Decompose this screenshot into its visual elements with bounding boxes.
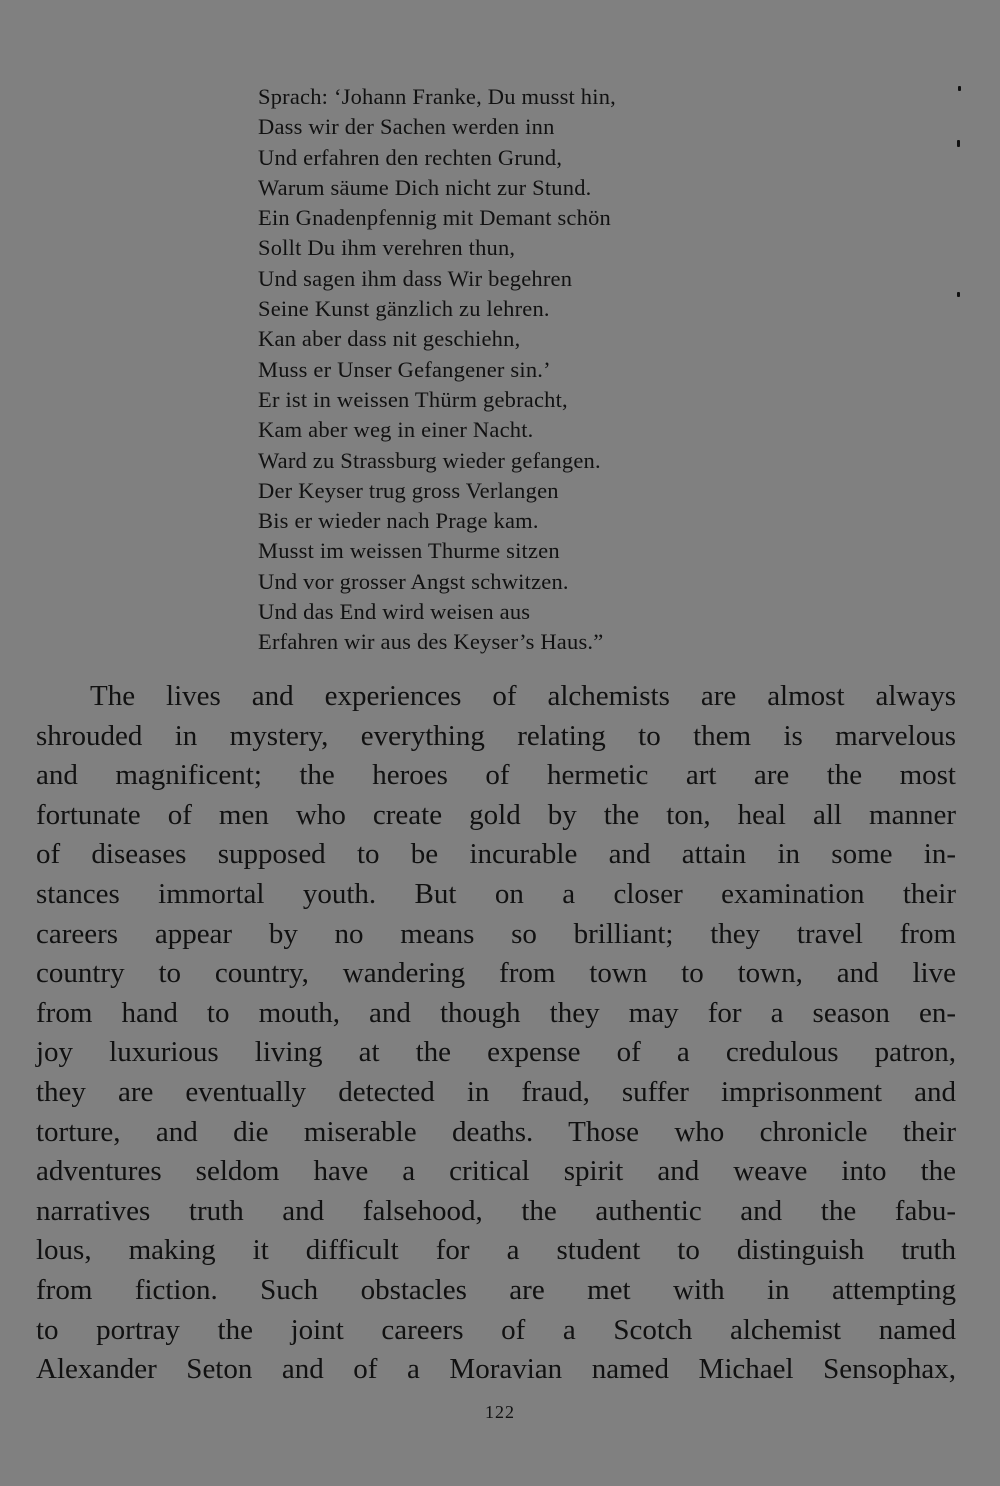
- verse-line: Bis er wieder nach Prage kam.: [258, 508, 539, 534]
- paragraph-line: country to country, wandering from town to town, and live: [36, 957, 956, 990]
- verse-line: Warum säume Dich nicht zur Stund.: [258, 174, 592, 200]
- body-paragraph: [36, 677, 956, 1390]
- verse-line: Seine Kunst gänzlich zu lehren.: [258, 296, 550, 322]
- scan-speck: [958, 86, 961, 91]
- verse-line: Musst im weissen Thurme sitzen: [258, 538, 560, 564]
- paragraph-line: of diseases supposed to be incurable and attain in some in-: [36, 838, 956, 871]
- paragraph-line: careers appear by no means so brilliant; they travel from: [36, 917, 956, 950]
- verse-line: Kan aber dass nit geschiehn,: [258, 326, 521, 352]
- scan-speck: [957, 140, 960, 147]
- verse-line: Und das End wird weisen aus: [258, 599, 531, 625]
- paragraph-line: to portray the joint careers of a Scotch alchemist named: [36, 1313, 956, 1346]
- verse-line: Erfahren wir aus des Keyser’s Haus.”: [258, 629, 604, 655]
- paragraph-line: from fiction. Such obstacles are met with in attempting: [36, 1273, 956, 1306]
- verse-line: Und sagen ihm dass Wir begehren: [258, 265, 573, 291]
- verse-line: Ein Gnadenpfennig mit Demant schön: [258, 205, 611, 231]
- verse-line: Ward zu Strassburg wieder gefangen.: [258, 447, 601, 473]
- page-number: 122: [485, 1402, 515, 1422]
- verse-line: Kam aber weg in einer Nacht.: [258, 417, 534, 443]
- verse-line: Sprach: ‘Johann Franke, Du musst hin,: [258, 84, 616, 109]
- verse-line: Dass wir der Sachen werden inn: [258, 114, 555, 140]
- verse-line: Und vor grosser Angst schwitzen.: [258, 568, 569, 594]
- paragraph-line: adventures seldom have a critical spirit and weave into the: [36, 1155, 956, 1188]
- paragraph-line: they are eventually detected in fraud, suffer imprisonment and: [36, 1075, 956, 1108]
- verse-line: Sollt Du ihm verehren thun,: [258, 235, 516, 261]
- paragraph-line: and magnificent; the heroes of hermetic art are the most: [36, 759, 956, 792]
- verse-block: [258, 82, 818, 658]
- paragraph-line: The lives and experiences of alchemists are almost always: [90, 680, 956, 712]
- scan-speck: [957, 292, 960, 297]
- verse-line: Und erfahren den rechten Grund,: [258, 144, 563, 170]
- paragraph-line: from hand to mouth, and though they may for a season en-: [36, 996, 956, 1029]
- verse-line: Muss er Unser Gefangener sin.’: [258, 356, 551, 382]
- paragraph-line: fortunate of men who create gold by the ton, heal all manner: [36, 798, 956, 831]
- paragraph-line: Alexander Seton and of a Moravian named Michael Sensophax,: [36, 1353, 956, 1386]
- paragraph-line: joy luxurious living at the expense of a credulous patron,: [36, 1036, 956, 1069]
- verse-line: Er ist in weissen Thürm gebracht,: [258, 386, 568, 412]
- verse-line: Der Keyser trug gross Verlangen: [258, 477, 559, 503]
- paragraph-line: lous, making it difficult for a student to distinguish truth: [36, 1234, 956, 1267]
- paragraph-line: torture, and die miserable deaths. Those who chronicle their: [36, 1115, 956, 1148]
- paragraph-line: shrouded in mystery, everything relating to them is marvelous: [36, 719, 956, 752]
- paragraph-line: narratives truth and falsehood, the authentic and the fabu-: [36, 1194, 956, 1227]
- paragraph-line: stances immortal youth. But on a closer examination their: [36, 877, 956, 910]
